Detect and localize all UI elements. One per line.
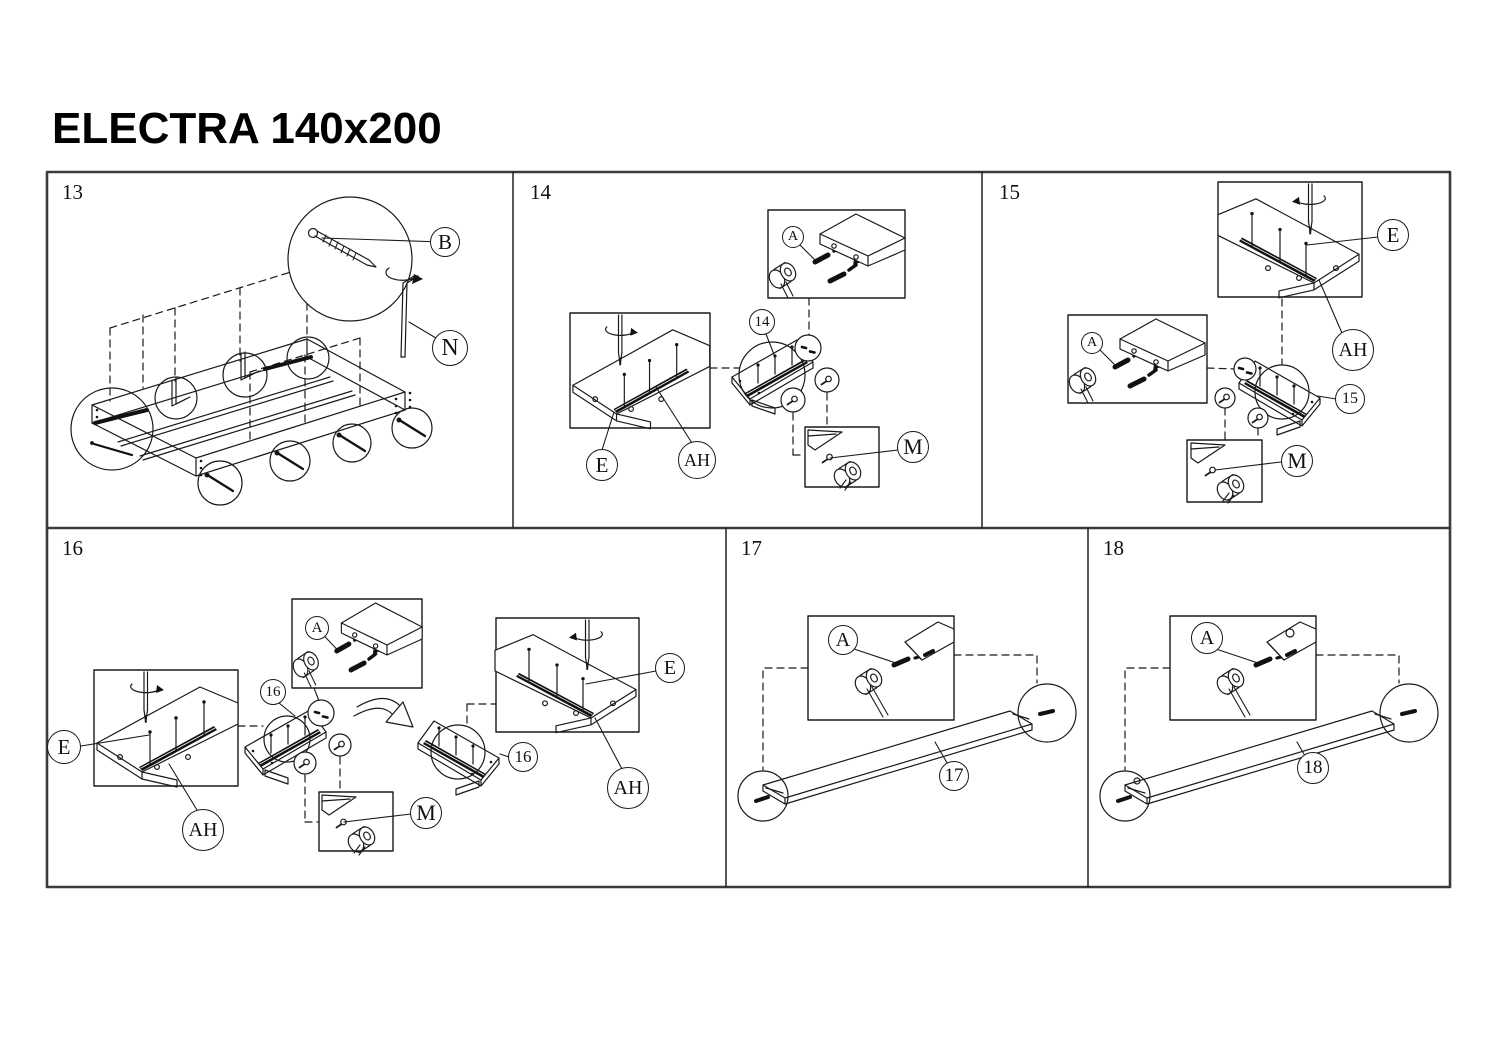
callout-part-a-17: A (828, 625, 858, 655)
panel-14-number: 14 (530, 180, 551, 204)
panel-13-number: 13 (62, 180, 83, 204)
callout-part-a-15: A (1081, 332, 1103, 354)
callout-step-ref-16-left: 16 (260, 679, 286, 705)
callout-part-ah-14: AH (678, 441, 716, 479)
panel-16-number: 16 (62, 536, 83, 560)
callout-step-ref-16-right: 16 (508, 742, 538, 772)
callout-step-ref-14: 14 (749, 309, 775, 335)
callout-part-e-16-left: E (47, 730, 81, 764)
callout-part-e-15: E (1377, 219, 1409, 251)
panel-18-number: 18 (1103, 536, 1124, 560)
callout-part-ah-16-right: AH (607, 767, 649, 809)
callout-part-ah-15: AH (1332, 329, 1374, 371)
panel-17-number: 17 (741, 536, 762, 560)
callout-part-m-16: M (410, 797, 442, 829)
callout-part-m-14: M (897, 431, 929, 463)
callout-tool-n: N (432, 330, 468, 366)
callout-part-a-16: A (305, 616, 329, 640)
page-title: ELECTRA 140x200 (52, 104, 442, 153)
callout-step-ref-18: 18 (1297, 752, 1329, 784)
callout-step-ref-17: 17 (939, 761, 969, 791)
callout-part-e-16-right: E (655, 653, 685, 683)
panel-15-number: 15 (999, 180, 1020, 204)
callout-part-e-14: E (586, 449, 618, 481)
callout-part-m-15: M (1281, 445, 1313, 477)
callout-part-b: B (430, 227, 460, 257)
callout-part-a-18: A (1191, 622, 1223, 654)
callout-part-a-14: A (782, 226, 804, 248)
callout-part-ah-16-left: AH (182, 809, 224, 851)
callout-step-ref-15: 15 (1335, 384, 1365, 414)
